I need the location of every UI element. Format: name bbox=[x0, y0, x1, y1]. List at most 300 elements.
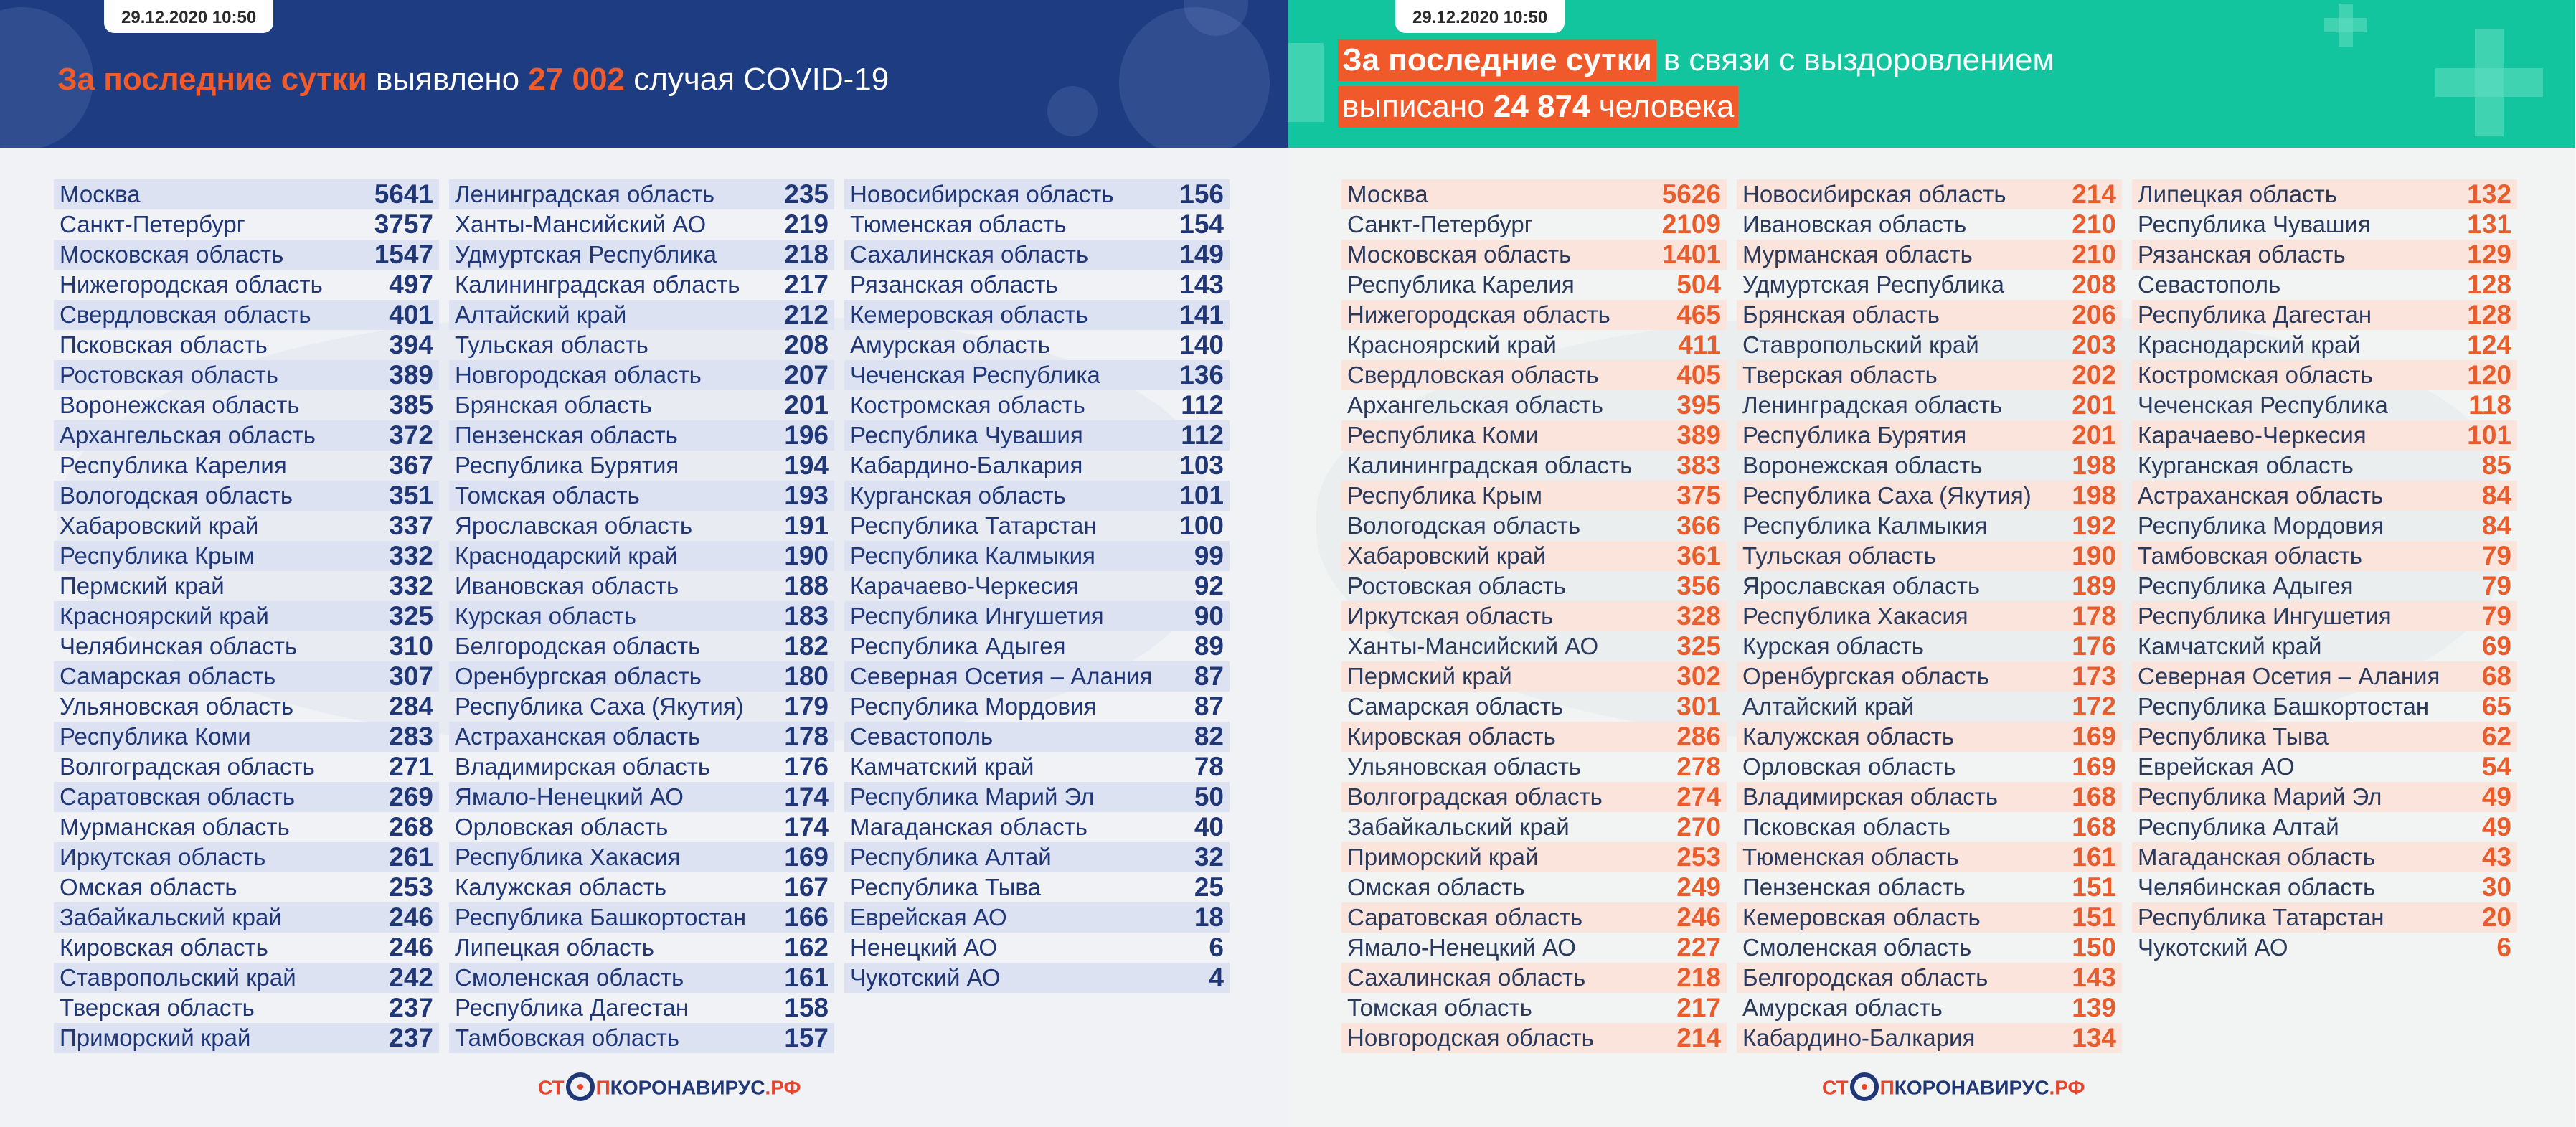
region-row bbox=[2132, 420, 2517, 451]
region-value: 385 bbox=[389, 390, 433, 420]
recovered-headline-line2 bbox=[1338, 86, 1738, 128]
region-value: 99 bbox=[1194, 541, 1224, 570]
region-row bbox=[1737, 420, 2122, 451]
region-row bbox=[2132, 300, 2517, 330]
region-name: Тамбовская область bbox=[455, 1024, 680, 1051]
region-value: 307 bbox=[389, 661, 433, 691]
region-name: Ульяновская область bbox=[60, 693, 294, 720]
region-name: Рязанская область bbox=[2138, 241, 2346, 268]
region-row bbox=[449, 420, 834, 451]
region-name: Калужская область bbox=[455, 874, 667, 900]
region-row bbox=[2132, 902, 2517, 933]
region-value: 5626 bbox=[1661, 179, 1721, 209]
region-name: Ярославская область bbox=[455, 512, 693, 539]
region-name: Тамбовская область bbox=[2138, 542, 2363, 569]
region-name: Московская область bbox=[60, 241, 284, 268]
region-value: 43 bbox=[2481, 842, 2511, 872]
region-name: Иркутская область bbox=[1347, 603, 1554, 629]
region-name: Омская область bbox=[1347, 874, 1525, 900]
region-row bbox=[449, 300, 834, 330]
region-value: 356 bbox=[1676, 571, 1721, 600]
region-value: 201 bbox=[2072, 420, 2116, 450]
region-name: Севастополь bbox=[2138, 271, 2281, 298]
region-value: 54 bbox=[2481, 752, 2511, 781]
region-name: Республика Алтай bbox=[2138, 814, 2339, 840]
region-value: 143 bbox=[2072, 963, 2116, 992]
region-name: Кемеровская область bbox=[850, 301, 1088, 328]
region-name: Северная Осетия – Алания bbox=[850, 663, 1153, 689]
region-name: Мурманская область bbox=[60, 814, 290, 840]
region-row bbox=[1737, 270, 2122, 300]
region-row bbox=[2132, 933, 2517, 963]
region-name: Республика Калмыкия bbox=[850, 542, 1095, 569]
region-value: 190 bbox=[2072, 541, 2116, 570]
region-row bbox=[1737, 842, 2122, 872]
region-row bbox=[1341, 993, 1727, 1023]
region-name: Калужская область bbox=[1742, 723, 1955, 750]
region-name: Ленинградская область bbox=[1742, 392, 2003, 418]
region-value: 194 bbox=[784, 451, 829, 480]
region-name: Орловская область bbox=[455, 814, 669, 840]
region-row bbox=[1737, 1023, 2122, 1053]
region-name: Курская область bbox=[1742, 633, 1924, 659]
region-value: 156 bbox=[1179, 179, 1224, 209]
region-row bbox=[844, 902, 1230, 933]
region-name: Республика Крым bbox=[1347, 482, 1542, 509]
region-value: 89 bbox=[1194, 631, 1224, 661]
region-value: 166 bbox=[784, 902, 829, 932]
region-row bbox=[2132, 782, 2517, 812]
region-row bbox=[449, 933, 834, 963]
region-value: 84 bbox=[2481, 481, 2511, 510]
region-name: Краснодарский край bbox=[455, 542, 678, 569]
logo-text: КОРОНАВИРУС bbox=[610, 1076, 765, 1099]
region-name: Севастополь bbox=[850, 723, 994, 750]
region-value: 32 bbox=[1194, 842, 1224, 872]
region-row bbox=[1737, 179, 2122, 209]
region-name: Карачаево-Черкесия bbox=[850, 572, 1079, 599]
region-row bbox=[449, 872, 834, 902]
region-row bbox=[2132, 270, 2517, 300]
detected-column-3 bbox=[844, 179, 1230, 993]
region-name: Республика Коми bbox=[1347, 422, 1539, 448]
region-value: 497 bbox=[389, 270, 433, 299]
region-value: 176 bbox=[2072, 631, 2116, 661]
region-row bbox=[449, 571, 834, 601]
region-value: 192 bbox=[2072, 511, 2116, 540]
region-value: 219 bbox=[784, 209, 829, 239]
region-value: 212 bbox=[784, 300, 829, 329]
logo-text: СТ bbox=[1822, 1076, 1849, 1099]
region-name: Республика Башкортостан bbox=[2138, 693, 2430, 720]
region-row bbox=[1341, 631, 1727, 661]
region-name: Астраханская область bbox=[2138, 482, 2384, 509]
region-value: 302 bbox=[1676, 661, 1721, 691]
region-row bbox=[54, 692, 439, 722]
region-name: Республика Саха (Якутия) bbox=[455, 693, 744, 720]
region-row bbox=[2132, 722, 2517, 752]
region-value: 337 bbox=[389, 511, 433, 540]
region-name: Республика Коми bbox=[60, 723, 251, 750]
headline-highlight: За последние сутки bbox=[1338, 39, 1656, 81]
virus-decoration-icon bbox=[1047, 86, 1098, 136]
region-row bbox=[449, 812, 834, 842]
region-name: Республика Крым bbox=[60, 542, 255, 569]
region-row bbox=[844, 752, 1230, 782]
region-name: Амурская область bbox=[850, 331, 1050, 358]
region-value: 242 bbox=[389, 963, 433, 992]
region-name: Ивановская область bbox=[455, 572, 679, 599]
region-name: Ставропольский край bbox=[60, 964, 296, 991]
recovered-column-3 bbox=[2132, 179, 2517, 963]
region-row bbox=[54, 511, 439, 541]
date-badge: 29.12.2020 10:50 bbox=[1395, 0, 1565, 33]
region-value: 217 bbox=[1676, 993, 1721, 1022]
region-name: Сахалинская область bbox=[1347, 964, 1586, 991]
region-name: Республика Мордовия bbox=[2138, 512, 2384, 539]
region-value: 332 bbox=[389, 541, 433, 570]
region-name: Удмуртская Республика bbox=[455, 241, 717, 268]
region-value: 1547 bbox=[374, 240, 433, 269]
region-value: 124 bbox=[2467, 330, 2511, 359]
region-name: Чукотский АО bbox=[2138, 934, 2288, 961]
region-row bbox=[1737, 330, 2122, 360]
region-name: Кировская область bbox=[60, 934, 268, 961]
region-value: 112 bbox=[1181, 420, 1224, 450]
region-name: Астраханская область bbox=[455, 723, 701, 750]
region-name: Республика Карелия bbox=[60, 452, 287, 478]
region-name: Нижегородская область bbox=[60, 271, 323, 298]
region-value: 328 bbox=[1676, 601, 1721, 631]
region-name: Республика Марий Эл bbox=[2138, 783, 2382, 810]
region-row bbox=[54, 872, 439, 902]
region-value: 183 bbox=[784, 601, 829, 631]
region-row bbox=[449, 209, 834, 240]
region-row bbox=[54, 902, 439, 933]
region-value: 208 bbox=[784, 330, 829, 359]
region-row bbox=[1341, 240, 1727, 270]
region-value: 167 bbox=[784, 872, 829, 902]
region-value: 112 bbox=[1181, 390, 1224, 420]
region-name: Томская область bbox=[455, 482, 640, 509]
region-name: Ненецкий АО bbox=[850, 934, 998, 961]
region-name: Тверская область bbox=[60, 994, 255, 1021]
region-name: Воронежская область bbox=[1742, 452, 1983, 478]
region-name: Приморский край bbox=[1347, 844, 1539, 870]
region-row bbox=[449, 661, 834, 692]
region-row bbox=[2132, 601, 2517, 631]
region-value: 172 bbox=[2072, 692, 2116, 721]
logo-text: СТ bbox=[538, 1076, 565, 1099]
region-value: 237 bbox=[389, 993, 433, 1022]
region-name: Забайкальский край bbox=[60, 904, 282, 930]
region-name: Ямало-Ненецкий АО bbox=[455, 783, 684, 810]
region-value: 25 bbox=[1194, 872, 1224, 902]
region-name: Тульская область bbox=[455, 331, 648, 358]
region-row bbox=[1737, 240, 2122, 270]
region-name: Архангельская область bbox=[60, 422, 316, 448]
region-name: Алтайский край bbox=[455, 301, 627, 328]
region-row bbox=[1737, 752, 2122, 782]
region-row bbox=[1737, 390, 2122, 420]
region-row bbox=[1341, 420, 1727, 451]
region-row bbox=[844, 692, 1230, 722]
region-name: Свердловская область bbox=[1347, 362, 1599, 388]
region-value: 161 bbox=[784, 963, 829, 992]
region-row bbox=[2132, 812, 2517, 842]
region-value: 157 bbox=[784, 1023, 829, 1052]
region-name: Ханты-Мансийский АО bbox=[455, 211, 707, 237]
region-name: Владимирская область bbox=[1742, 783, 1999, 810]
region-name: Ростовская область bbox=[1347, 572, 1566, 599]
region-row bbox=[844, 390, 1230, 420]
plus-decoration-icon bbox=[2339, 4, 2353, 47]
region-row bbox=[449, 240, 834, 270]
region-name: Краснодарский край bbox=[2138, 331, 2361, 358]
region-row bbox=[54, 240, 439, 270]
region-name: Свердловская область bbox=[60, 301, 311, 328]
region-name: Оренбургская область bbox=[455, 663, 702, 689]
region-value: 182 bbox=[784, 631, 829, 661]
recovered-column-2 bbox=[1737, 179, 2122, 1053]
region-row bbox=[2132, 209, 2517, 240]
region-value: 179 bbox=[784, 692, 829, 721]
region-row bbox=[1737, 812, 2122, 842]
region-name: Красноярский край bbox=[1347, 331, 1557, 358]
region-value: 246 bbox=[389, 933, 433, 962]
region-value: 268 bbox=[389, 812, 433, 841]
region-value: 151 bbox=[2072, 902, 2116, 932]
region-value: 207 bbox=[784, 360, 829, 390]
region-row bbox=[1737, 661, 2122, 692]
logo-text: П bbox=[595, 1076, 610, 1099]
region-name: Магаданская область bbox=[850, 814, 1088, 840]
region-name: Республика Калмыкия bbox=[1742, 512, 1988, 539]
region-value: 206 bbox=[2072, 300, 2116, 329]
region-row bbox=[1737, 933, 2122, 963]
region-value: 246 bbox=[1676, 902, 1721, 932]
plus-decoration-icon bbox=[1288, 43, 1324, 122]
region-row bbox=[1737, 902, 2122, 933]
stopcoronavirus-logo bbox=[1822, 1075, 2085, 1106]
region-row bbox=[844, 330, 1230, 360]
region-value: 351 bbox=[389, 481, 433, 510]
region-value: 134 bbox=[2072, 1023, 2116, 1052]
region-row bbox=[844, 179, 1230, 209]
region-row bbox=[2132, 692, 2517, 722]
region-name: Республика Карелия bbox=[1347, 271, 1575, 298]
region-name: Республика Татарстан bbox=[850, 512, 1097, 539]
region-row bbox=[1737, 722, 2122, 752]
region-row bbox=[54, 451, 439, 481]
region-name: Республика Татарстан bbox=[2138, 904, 2384, 930]
region-row bbox=[449, 511, 834, 541]
region-name: Псковская область bbox=[1742, 814, 1950, 840]
region-name: Орловская область bbox=[1742, 753, 1956, 780]
region-name: Тульская область bbox=[1742, 542, 1936, 569]
region-row bbox=[54, 209, 439, 240]
region-row bbox=[1341, 511, 1727, 541]
region-value: 301 bbox=[1676, 692, 1721, 721]
region-value: 465 bbox=[1676, 300, 1721, 329]
recovered-panel bbox=[1288, 0, 2575, 1127]
region-name: Республика Дагестан bbox=[2138, 301, 2372, 328]
region-value: 178 bbox=[2072, 601, 2116, 631]
region-name: Алтайский край bbox=[1742, 693, 1915, 720]
region-row bbox=[449, 963, 834, 993]
region-row bbox=[54, 933, 439, 963]
region-value: 100 bbox=[1179, 511, 1224, 540]
region-value: 79 bbox=[2481, 601, 2511, 631]
region-value: 411 bbox=[1678, 330, 1721, 359]
region-name: Ямало-Ненецкий АО bbox=[1347, 934, 1576, 961]
region-row bbox=[1341, 601, 1727, 631]
region-value: 217 bbox=[784, 270, 829, 299]
region-name: Калининградская область bbox=[455, 271, 740, 298]
region-value: 174 bbox=[784, 812, 829, 841]
headline-tail: в связи с выздоровлением bbox=[1663, 42, 2054, 77]
region-value: 325 bbox=[1676, 631, 1721, 661]
region-row bbox=[2132, 481, 2517, 511]
region-row bbox=[54, 360, 439, 390]
region-value: 140 bbox=[1179, 330, 1224, 359]
region-row bbox=[54, 270, 439, 300]
region-value: 218 bbox=[784, 240, 829, 269]
recovered-column-1 bbox=[1341, 179, 1727, 1053]
region-value: 30 bbox=[2481, 872, 2511, 902]
region-name: Республика Марий Эл bbox=[850, 783, 1095, 810]
region-value: 92 bbox=[1194, 571, 1224, 600]
region-value: 201 bbox=[784, 390, 829, 420]
region-value: 214 bbox=[2072, 179, 2116, 209]
region-name: Белгородская область bbox=[455, 633, 701, 659]
region-row bbox=[449, 601, 834, 631]
region-row bbox=[54, 601, 439, 631]
region-name: Ивановская область bbox=[1742, 211, 1967, 237]
region-value: 84 bbox=[2481, 511, 2511, 540]
plus-decoration-icon bbox=[2475, 29, 2504, 136]
region-value: 196 bbox=[784, 420, 829, 450]
region-row bbox=[449, 481, 834, 511]
region-name: Чукотский АО bbox=[850, 964, 1001, 991]
region-name: Чеченская Республика bbox=[850, 362, 1100, 388]
logo-text: .РФ bbox=[2049, 1076, 2085, 1099]
region-value: 218 bbox=[1676, 963, 1721, 992]
headline-number: 27 002 bbox=[528, 62, 625, 97]
region-value: 149 bbox=[1179, 240, 1224, 269]
region-value: 5641 bbox=[374, 179, 433, 209]
region-value: 78 bbox=[1194, 752, 1224, 781]
region-value: 120 bbox=[2467, 360, 2511, 390]
region-value: 190 bbox=[784, 541, 829, 570]
region-row bbox=[54, 1023, 439, 1053]
region-row bbox=[1737, 451, 2122, 481]
region-name: Республика Хакасия bbox=[1742, 603, 1968, 629]
region-row bbox=[844, 240, 1230, 270]
region-name: Республика Мордовия bbox=[850, 693, 1097, 720]
region-row bbox=[54, 300, 439, 330]
region-value: 162 bbox=[784, 933, 829, 962]
region-value: 188 bbox=[784, 571, 829, 600]
region-value: 101 bbox=[2467, 420, 2511, 450]
region-name: Республика Чувашия bbox=[2138, 211, 2371, 237]
region-name: Саратовская область bbox=[60, 783, 296, 810]
region-name: Самарская область bbox=[60, 663, 276, 689]
region-row bbox=[1341, 571, 1727, 601]
region-value: 154 bbox=[1179, 209, 1224, 239]
region-name: Республика Тыва bbox=[2138, 723, 2329, 750]
region-row bbox=[1341, 812, 1727, 842]
region-row bbox=[54, 420, 439, 451]
region-name: Карачаево-Черкесия bbox=[2138, 422, 2367, 448]
region-name: Владимирская область bbox=[455, 753, 711, 780]
headline-tail: случая COVID-19 bbox=[633, 62, 890, 97]
region-name: Нижегородская область bbox=[1347, 301, 1610, 328]
region-name: Ханты-Мансийский АО bbox=[1347, 633, 1599, 659]
region-name: Республика Бурятия bbox=[1742, 422, 1967, 448]
region-row bbox=[2132, 631, 2517, 661]
region-name: Рязанская область bbox=[850, 271, 1058, 298]
region-value: 118 bbox=[2468, 390, 2511, 420]
region-value: 286 bbox=[1676, 722, 1721, 751]
region-value: 136 bbox=[1179, 360, 1224, 390]
region-row bbox=[2132, 752, 2517, 782]
region-value: 253 bbox=[389, 872, 433, 902]
region-row bbox=[1341, 963, 1727, 993]
region-name: Смоленская область bbox=[455, 964, 684, 991]
region-row bbox=[449, 1023, 834, 1053]
region-name: Республика Адыгея bbox=[850, 633, 1066, 659]
region-row bbox=[54, 722, 439, 752]
region-value: 69 bbox=[2481, 631, 2511, 661]
region-value: 79 bbox=[2481, 571, 2511, 600]
region-row bbox=[1341, 330, 1727, 360]
region-name: Пензенская область bbox=[1742, 874, 1966, 900]
region-name: Забайкальский край bbox=[1347, 814, 1570, 840]
region-row bbox=[844, 872, 1230, 902]
region-value: 49 bbox=[2481, 782, 2511, 811]
region-value: 131 bbox=[2467, 209, 2511, 239]
region-row bbox=[844, 420, 1230, 451]
region-row bbox=[1737, 782, 2122, 812]
region-name: Воронежская область bbox=[60, 392, 300, 418]
region-row bbox=[844, 842, 1230, 872]
region-name: Иркутская область bbox=[60, 844, 266, 870]
region-name: Вологодская область bbox=[1347, 512, 1581, 539]
region-value: 261 bbox=[389, 842, 433, 872]
region-row bbox=[449, 631, 834, 661]
region-row bbox=[844, 511, 1230, 541]
region-row bbox=[844, 601, 1230, 631]
region-value: 50 bbox=[1194, 782, 1224, 811]
region-row bbox=[54, 541, 439, 571]
region-value: 271 bbox=[389, 752, 433, 781]
region-row bbox=[449, 782, 834, 812]
region-name: Ярославская область bbox=[1742, 572, 1981, 599]
region-row bbox=[1341, 872, 1727, 902]
region-row bbox=[1737, 571, 2122, 601]
region-value: 208 bbox=[2072, 270, 2116, 299]
region-row bbox=[2132, 179, 2517, 209]
region-row bbox=[1341, 360, 1727, 390]
region-name: Республика Ингушетия bbox=[850, 603, 1104, 629]
region-name: Пензенская область bbox=[455, 422, 678, 448]
region-value: 150 bbox=[2072, 933, 2116, 962]
region-value: 383 bbox=[1676, 451, 1721, 480]
region-value: 325 bbox=[389, 601, 433, 631]
region-value: 395 bbox=[1676, 390, 1721, 420]
region-value: 246 bbox=[389, 902, 433, 932]
